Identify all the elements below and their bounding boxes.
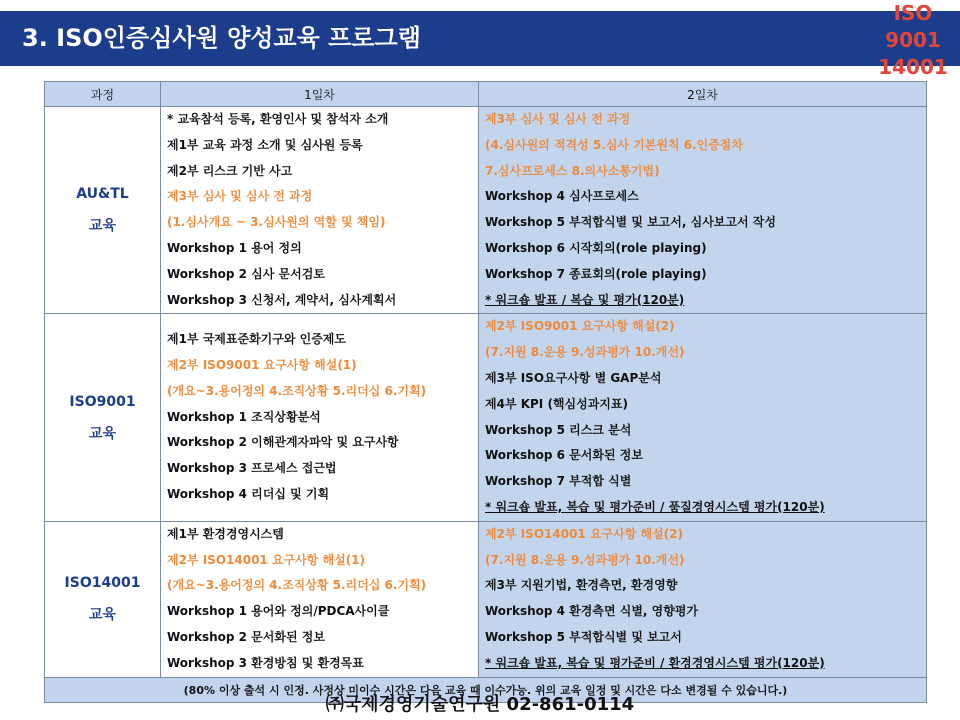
schedule-item: 제2부 ISO9001 요구사항 해설(2): [485, 319, 675, 334]
schedule-item: 제2부 ISO14001 요구사항 해설(1): [167, 552, 365, 567]
logo-line: 14001: [878, 55, 948, 79]
footer-note: (80% 이상 출석 시 인정. 사정상 미이수 시간은 다음 교육 때 이수가능. 위의 교육 일정 및 시간은 다소 변경될 수 있습니다.): [45, 677, 927, 702]
schedule-item: 7.심사프로세스 8.의사소통기법): [485, 163, 660, 178]
schedule-item: Workshop 6 문서화된 정보: [485, 448, 643, 463]
schedule-item: Workshop 3 신청서, 계약서, 심사계획서: [167, 292, 397, 307]
schedule-item: Workshop 7 부적합 식별: [485, 474, 632, 489]
organization-contact: ㈜국제경영기술연구원 02-861-0114: [325, 694, 635, 715]
header-day1: 1일차: [161, 82, 479, 107]
course-cell: [45, 521, 161, 677]
schedule-item: 제1부 교육 과정 소개 및 심사원 등록: [167, 137, 363, 152]
day2-cell: [479, 521, 927, 677]
schedule-item: 제3부 지원기법, 환경측면, 환경영향: [485, 578, 678, 593]
schedule-item: * 워크숍 발표, 복습 및 평가준비 / 품질경영시스템 평가(120분): [485, 499, 825, 514]
course-label: 교육: [88, 218, 117, 235]
course-label: AU&TL: [76, 186, 129, 203]
schedule-item: 제2부 ISO9001 요구사항 해설(1): [167, 358, 357, 373]
schedule-item: Workshop 4 심사프로세스: [485, 189, 639, 204]
schedule-item: * 워크숍 발표, 복습 및 평가준비 / 환경경영시스템 평가(120분): [485, 655, 825, 670]
schedule-item: Workshop 4 리더십 및 기획: [167, 487, 330, 502]
schedule-item: Workshop 5 부적합식별 및 보고서, 심사보고서 작성: [485, 215, 776, 230]
table-row: [45, 107, 927, 314]
course-cell: [45, 314, 161, 521]
schedule-item: Workshop 3 환경방침 및 환경목표: [167, 655, 364, 670]
schedule-item: Workshop 4 환경측면 식별, 영향평가: [485, 604, 699, 619]
iso-logo: [866, 0, 960, 81]
schedule-item: Workshop 6 시작회의(role playing): [485, 240, 707, 255]
page-title: 3. ISO인증심사원 양성교육 프로그램: [22, 24, 421, 52]
day2-cell: [479, 314, 927, 521]
schedule-item: 제1부 환경경영시스템: [167, 526, 284, 541]
header-course: 과정: [45, 82, 161, 107]
schedule-item: 제4부 KPI (핵심성과지표): [485, 396, 628, 411]
course-label: ISO14001: [64, 575, 141, 592]
schedule-item: Workshop 2 문서화된 정보: [167, 629, 325, 644]
schedule-item: Workshop 2 심사 문서검토: [167, 266, 325, 281]
schedule-item: 제3부 심사 및 심사 전 과정: [167, 189, 313, 204]
course-label: 교육: [88, 425, 117, 442]
schedule-item: Workshop 1 조직상황분석: [167, 409, 321, 424]
schedule-item: 제3부 심사 및 심사 전 과정: [485, 112, 631, 126]
logo-line: ISO: [893, 1, 933, 25]
course-cell: [45, 107, 161, 314]
course-label: ISO9001: [69, 393, 136, 410]
header-day2: 2일차: [479, 82, 927, 107]
day1-cell: [161, 521, 479, 677]
schedule-item: Workshop 5 리스크 분석: [485, 422, 632, 437]
schedule-item: Workshop 1 용어와 정의/PDCA사이클: [167, 604, 390, 619]
schedule-item: (7.지원 8.운용 9.성과평가 10.개선): [485, 552, 685, 567]
schedule-item: Workshop 7 종료회의(role playing): [485, 266, 707, 281]
schedule-item: Workshop 5 부적합식별 및 보고서: [485, 629, 682, 644]
schedule-item: 제2부 리스크 기반 사고: [167, 163, 293, 178]
schedule-item: (4.심사원의 적격성 5.심사 기본원칙 6.인증절차: [485, 137, 743, 152]
schedule-table: [44, 81, 927, 703]
table-row: [45, 521, 927, 677]
schedule-item: * 워크숍 발표 / 복습 및 평가(120분): [485, 292, 685, 307]
schedule-item: (개요~3.용어정의 4.조직상황 5.리더십 6.기획): [167, 578, 427, 593]
schedule-item: Workshop 2 이해관계자파악 및 요구사항: [167, 435, 399, 450]
schedule-item: 제1부 국제표준화기구와 인증제도: [167, 332, 346, 347]
schedule-item: Workshop 3 프로세스 접근법: [167, 461, 337, 476]
table-row: [45, 314, 927, 521]
course-label: 교육: [88, 607, 117, 624]
schedule-item: (개요~3.용어정의 4.조직상황 5.리더십 6.기획): [167, 383, 427, 398]
schedule-item: (1.심사개요 ~ 3.심사원의 역할 및 책임): [167, 215, 386, 230]
schedule-item: 제2부 ISO14001 요구사항 해설(2): [485, 526, 683, 541]
schedule-item: (7.지원 8.운용 9.성과평가 10.개선): [485, 345, 685, 360]
schedule-item: Workshop 1 용어 정의: [167, 240, 302, 255]
logo-line: 9001: [885, 28, 941, 52]
day1-cell: [161, 314, 479, 521]
schedule-item: 제3부 ISO요구사항 별 GAP분석: [485, 370, 662, 385]
table-header-row: [45, 82, 927, 107]
day2-cell: [479, 107, 927, 314]
day1-cell: [161, 107, 479, 314]
schedule-item: * 교육참석 등록, 환영인사 및 참석자 소개: [167, 112, 389, 126]
